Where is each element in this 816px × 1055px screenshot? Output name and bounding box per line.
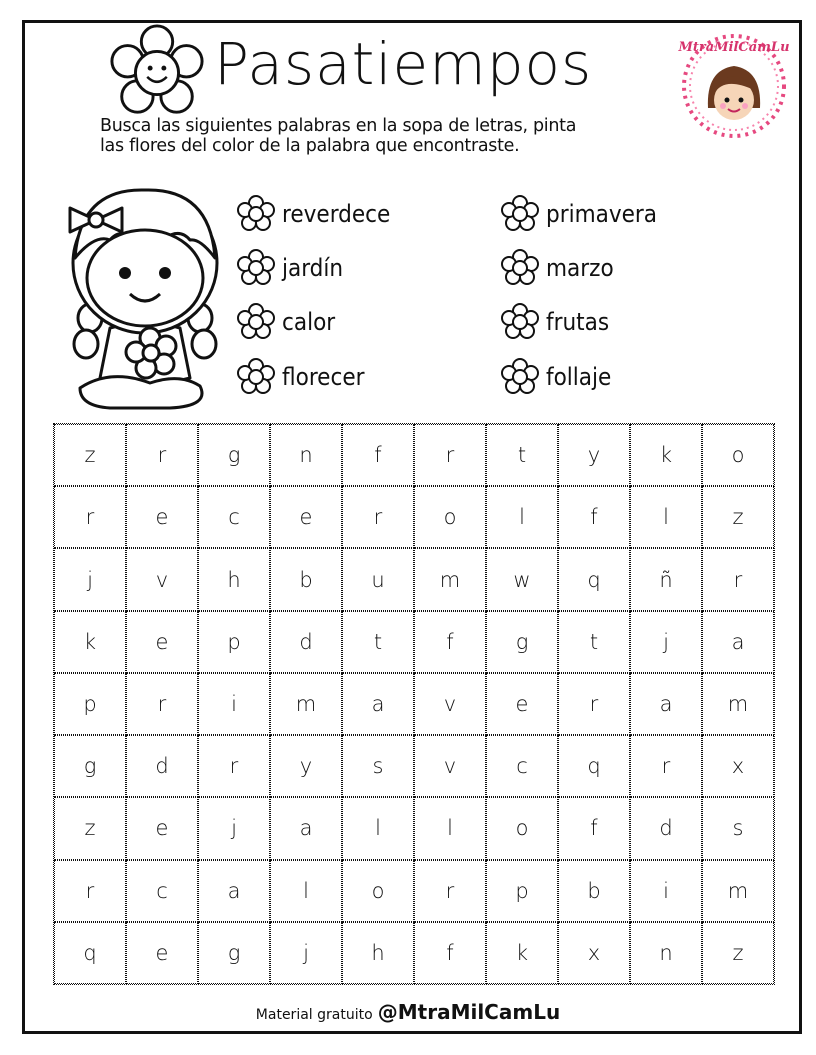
- grid-cell[interactable]: m: [702, 860, 774, 922]
- grid-cell[interactable]: p: [198, 611, 270, 673]
- grid-cell[interactable]: q: [558, 548, 630, 610]
- flower-icon: [500, 248, 540, 288]
- grid-cell[interactable]: g: [54, 735, 126, 797]
- grid-cell[interactable]: y: [270, 735, 342, 797]
- flower-icon: [500, 194, 540, 234]
- grid-cell[interactable]: j: [54, 548, 126, 610]
- grid-cell[interactable]: c: [486, 735, 558, 797]
- grid-cell[interactable]: a: [342, 673, 414, 735]
- word-text: florecer: [282, 363, 365, 391]
- grid-cell[interactable]: r: [414, 424, 486, 486]
- grid-cell[interactable]: q: [558, 735, 630, 797]
- grid-cell[interactable]: a: [270, 797, 342, 859]
- grid-cell[interactable]: f: [414, 922, 486, 984]
- flower-icon: [236, 248, 276, 288]
- grid-cell[interactable]: o: [702, 424, 774, 486]
- brand-logo: [678, 30, 790, 142]
- grid-cell[interactable]: t: [342, 611, 414, 673]
- grid-cell[interactable]: c: [126, 860, 198, 922]
- grid-cell[interactable]: g: [198, 424, 270, 486]
- grid-cell[interactable]: r: [126, 673, 198, 735]
- grid-cell[interactable]: a: [702, 611, 774, 673]
- grid-cell[interactable]: v: [126, 548, 198, 610]
- grid-cell[interactable]: r: [126, 424, 198, 486]
- grid-cell[interactable]: ñ: [630, 548, 702, 610]
- grid-cell[interactable]: j: [198, 797, 270, 859]
- grid-cell[interactable]: v: [414, 673, 486, 735]
- grid-cell[interactable]: r: [54, 486, 126, 548]
- grid-cell[interactable]: m: [702, 673, 774, 735]
- grid-cell[interactable]: f: [342, 424, 414, 486]
- grid-cell[interactable]: o: [342, 860, 414, 922]
- grid-cell[interactable]: a: [630, 673, 702, 735]
- grid-cell[interactable]: x: [558, 922, 630, 984]
- word-text: primavera: [546, 200, 658, 228]
- grid-cell[interactable]: i: [198, 673, 270, 735]
- flower-icon: [236, 302, 276, 342]
- grid-cell[interactable]: a: [198, 860, 270, 922]
- grid-cell[interactable]: u: [342, 548, 414, 610]
- grid-cell[interactable]: q: [54, 922, 126, 984]
- grid-cell[interactable]: f: [558, 486, 630, 548]
- grid-cell[interactable]: l: [342, 797, 414, 859]
- grid-cell[interactable]: l: [486, 486, 558, 548]
- word-item: [236, 302, 335, 342]
- grid-cell[interactable]: e: [126, 797, 198, 859]
- grid-cell[interactable]: t: [558, 611, 630, 673]
- grid-cell[interactable]: b: [558, 860, 630, 922]
- grid-cell[interactable]: l: [270, 860, 342, 922]
- grid-cell[interactable]: h: [342, 922, 414, 984]
- grid-cell[interactable]: n: [270, 424, 342, 486]
- grid-cell[interactable]: z: [54, 424, 126, 486]
- page-title: Pasatiempos: [214, 30, 593, 98]
- flower-icon: [236, 357, 276, 397]
- grid-cell[interactable]: k: [54, 611, 126, 673]
- grid-cell[interactable]: y: [558, 424, 630, 486]
- word-text: jardín: [282, 254, 344, 282]
- grid-cell[interactable]: r: [558, 673, 630, 735]
- grid-cell[interactable]: e: [126, 922, 198, 984]
- word-text: frutas: [546, 308, 610, 336]
- grid-cell[interactable]: e: [126, 486, 198, 548]
- grid-cell[interactable]: b: [270, 548, 342, 610]
- word-item: [236, 194, 390, 234]
- grid-cell[interactable]: r: [702, 548, 774, 610]
- footer-handle: @MtraMilCamLu: [377, 1000, 561, 1024]
- grid-cell[interactable]: w: [486, 548, 558, 610]
- instructions-line-1: Busca las siguientes palabras en la sopa de letras, pinta: [100, 116, 577, 136]
- grid-cell[interactable]: s: [702, 797, 774, 859]
- grid-cell[interactable]: r: [630, 735, 702, 797]
- girl-with-flower-illustration: [50, 168, 232, 414]
- word-item: [500, 302, 609, 342]
- word-item: [500, 194, 657, 234]
- instructions-line-2: las flores del color de la palabra que encontraste.: [100, 136, 520, 156]
- word-text: follaje: [546, 363, 612, 391]
- grid-cell[interactable]: t: [486, 424, 558, 486]
- grid-cell[interactable]: l: [414, 797, 486, 859]
- grid-cell[interactable]: r: [342, 486, 414, 548]
- grid-cell[interactable]: z: [702, 922, 774, 984]
- grid-cell[interactable]: d: [126, 735, 198, 797]
- grid-cell[interactable]: m: [270, 673, 342, 735]
- grid-cell[interactable]: j: [270, 922, 342, 984]
- grid-cell[interactable]: v: [414, 735, 486, 797]
- footer: [0, 1000, 816, 1024]
- grid-cell[interactable]: d: [270, 611, 342, 673]
- footer-label: Material gratuito: [255, 1007, 373, 1023]
- grid-cell[interactable]: c: [198, 486, 270, 548]
- logo-text: MtraMilCamLu: [678, 40, 790, 55]
- flower-icon: [236, 194, 276, 234]
- word-item: [236, 357, 364, 397]
- word-item: [500, 248, 614, 288]
- word-text: calor: [282, 308, 336, 336]
- grid-cell[interactable]: i: [630, 860, 702, 922]
- grid-cell[interactable]: m: [414, 548, 486, 610]
- grid-cell[interactable]: l: [630, 486, 702, 548]
- grid-cell[interactable]: k: [486, 922, 558, 984]
- word-text: marzo: [546, 254, 614, 282]
- grid-cell[interactable]: d: [630, 797, 702, 859]
- grid-cell[interactable]: r: [54, 860, 126, 922]
- grid-cell[interactable]: o: [486, 797, 558, 859]
- grid-cell[interactable]: f: [414, 611, 486, 673]
- grid-cell[interactable]: p: [54, 673, 126, 735]
- instructions: [100, 116, 680, 156]
- grid-cell[interactable]: z: [702, 486, 774, 548]
- grid-cell[interactable]: o: [414, 486, 486, 548]
- word-item: [236, 248, 343, 288]
- flower-icon: [500, 357, 540, 397]
- grid-cell[interactable]: k: [630, 424, 702, 486]
- grid-cell[interactable]: g: [198, 922, 270, 984]
- grid-cell[interactable]: x: [702, 735, 774, 797]
- word-search-grid: [53, 423, 775, 985]
- grid-cell[interactable]: e: [270, 486, 342, 548]
- grid-cell[interactable]: s: [342, 735, 414, 797]
- grid-cell[interactable]: z: [54, 797, 126, 859]
- grid-cell[interactable]: j: [630, 611, 702, 673]
- word-text: reverdece: [282, 200, 391, 228]
- flower-icon: [500, 302, 540, 342]
- grid-cell[interactable]: r: [414, 860, 486, 922]
- grid-cell[interactable]: e: [486, 673, 558, 735]
- grid-cell[interactable]: e: [126, 611, 198, 673]
- grid-cell[interactable]: f: [558, 797, 630, 859]
- grid-cell[interactable]: n: [630, 922, 702, 984]
- grid-cell[interactable]: r: [198, 735, 270, 797]
- grid-cell[interactable]: g: [486, 611, 558, 673]
- smiling-flower-icon: [108, 24, 206, 122]
- grid-cell[interactable]: p: [486, 860, 558, 922]
- word-item: [500, 357, 611, 397]
- grid-cell[interactable]: h: [198, 548, 270, 610]
